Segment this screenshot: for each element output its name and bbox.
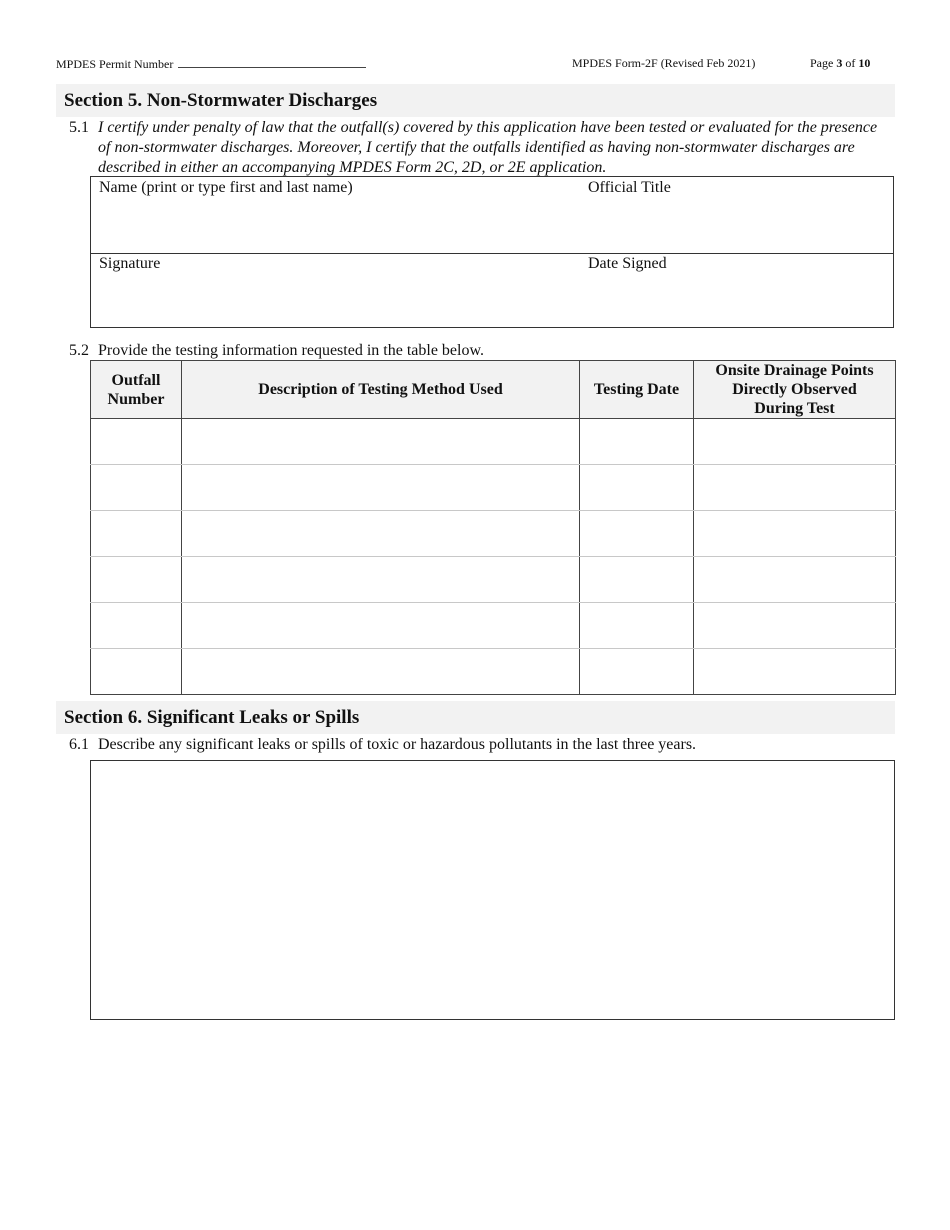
testing-information-table — [90, 360, 896, 695]
col-testing-method: Description of Testing Method Used — [182, 361, 580, 419]
col-testing-date: Testing Date — [580, 361, 694, 419]
drainage-points-cell[interactable] — [694, 557, 896, 603]
col-drainage-points: Onsite Drainage Points Directly Observed During Test — [694, 361, 896, 419]
question-5-1-certification-text: I certify under penalty of law that the outfall(s) covered by this application have been tested or evaluated for the presence of non-stormwater discharges. Moreover, I certify that the outfalls identified as having non-stormwater discharges are described in either an accompanying MPDES Form 2C, 2D, or 2E application. — [98, 119, 878, 176]
table-row — [91, 603, 896, 649]
table-row — [91, 557, 896, 603]
cert-row-signature-date — [91, 253, 893, 329]
page-current: 3 — [836, 56, 843, 70]
question-6-1-number: 6.1 — [69, 736, 89, 753]
drainage-points-cell[interactable] — [694, 511, 896, 557]
date-signed-field-label: Date Signed — [588, 255, 667, 272]
section-5-title: Section 5. Non-Stormwater Discharges — [64, 90, 378, 111]
page-total: 10 — [858, 56, 871, 70]
section-5-header — [56, 84, 895, 117]
drainage-points-cell[interactable] — [694, 419, 896, 465]
question-5-2-text: Provide the testing information requested in the table below. — [98, 342, 484, 359]
testing-method-cell[interactable] — [182, 557, 580, 603]
permit-number-header — [56, 56, 366, 71]
table-header-row — [91, 361, 896, 419]
testing-date-cell[interactable] — [580, 465, 694, 511]
outfall-number-cell[interactable] — [91, 419, 182, 465]
signature-field-label: Signature — [99, 255, 161, 272]
certification-signature-block — [90, 176, 894, 328]
testing-date-cell[interactable] — [580, 603, 694, 649]
permit-number-field[interactable] — [178, 56, 366, 68]
table-row — [91, 649, 896, 695]
testing-method-cell[interactable] — [182, 465, 580, 511]
table-row — [91, 419, 896, 465]
testing-date-cell[interactable] — [580, 557, 694, 603]
table-row — [91, 465, 896, 511]
testing-date-cell[interactable] — [580, 419, 694, 465]
official-title-field-label: Official Title — [588, 179, 671, 196]
outfall-number-cell[interactable] — [91, 511, 182, 557]
testing-method-cell[interactable] — [182, 649, 580, 695]
outfall-number-cell[interactable] — [91, 603, 182, 649]
col-outfall-number: Outfall Number — [91, 361, 182, 419]
drainage-points-cell[interactable] — [694, 465, 896, 511]
outfall-number-cell[interactable] — [91, 557, 182, 603]
outfall-number-cell[interactable] — [91, 465, 182, 511]
leaks-spills-description-field[interactable] — [90, 760, 895, 1020]
testing-method-cell[interactable] — [182, 419, 580, 465]
permit-number-label: MPDES Permit Number — [56, 57, 174, 71]
drainage-points-cell[interactable] — [694, 603, 896, 649]
name-field-label: Name (print or type first and last name) — [99, 179, 353, 196]
section-6-header — [56, 701, 895, 734]
testing-method-cell[interactable] — [182, 511, 580, 557]
drainage-points-cell[interactable] — [694, 649, 896, 695]
testing-date-cell[interactable] — [580, 511, 694, 557]
question-5-2-number: 5.2 — [69, 342, 89, 359]
testing-date-cell[interactable] — [580, 649, 694, 695]
question-5-1-number: 5.1 — [69, 119, 89, 136]
question-6-1-text: Describe any significant leaks or spills of toxic or hazardous pollutants in the last three years. — [98, 736, 697, 753]
page-indicator: Page 3 of 10 — [810, 56, 871, 70]
cert-row-name-title — [91, 177, 893, 254]
outfall-number-cell[interactable] — [91, 649, 182, 695]
table-row — [91, 511, 896, 557]
section-6-title: Section 6. Significant Leaks or Spills — [64, 707, 360, 728]
testing-method-cell[interactable] — [182, 603, 580, 649]
form-name: MPDES Form-2F (Revised Feb 2021) — [572, 56, 756, 70]
